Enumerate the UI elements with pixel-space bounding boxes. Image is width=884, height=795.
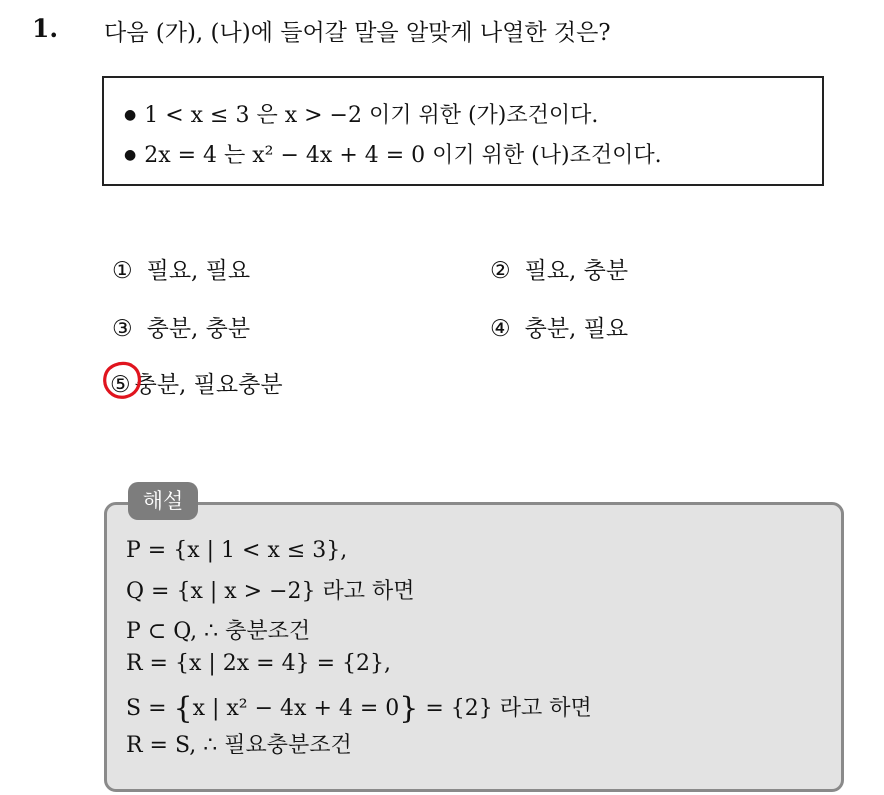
- solution-label: 해설: [128, 482, 198, 520]
- condition-text: 2x = 4 는 x² − 4x + 4 = 0 이기 위한 (나)조건이다.: [144, 143, 662, 168]
- condition-line: [124, 98, 598, 129]
- option-text: 필요, 필요: [146, 258, 251, 284]
- option-marker: ②: [490, 258, 511, 284]
- solution-line: P ⊂ Q, ∴ 충분조건: [126, 619, 311, 644]
- set-result: = {2} 라고 하면: [418, 696, 592, 721]
- condition-box: [102, 76, 824, 186]
- set-name: S =: [126, 696, 174, 721]
- option-marker: ③: [112, 316, 133, 342]
- condition-line: [124, 138, 662, 169]
- option-4[interactable]: [490, 310, 628, 343]
- solution-line: [126, 688, 592, 726]
- option-3[interactable]: [112, 310, 250, 343]
- solution-line: P = {x | 1 < x ≤ 3},: [126, 538, 348, 563]
- option-marker: ⑤: [110, 372, 131, 398]
- answer-circle-icon: [101, 359, 143, 401]
- option-1[interactable]: [112, 252, 250, 285]
- option-text: 충분, 필요충분: [134, 372, 283, 398]
- question-text: 다음 (가), (나)에 들어갈 말을 알맞게 나열한 것은?: [104, 20, 611, 46]
- option-text: 필요, 충분: [524, 258, 629, 284]
- option-text: 충분, 필요: [524, 316, 629, 342]
- question-number: 1.: [32, 14, 59, 43]
- condition-text: 1 < x ≤ 3 은 x > −2 이기 위한 (가)조건이다.: [144, 103, 599, 128]
- bullet-icon: ●: [124, 107, 137, 123]
- option-marker: ①: [112, 258, 133, 284]
- left-brace: {: [173, 691, 193, 726]
- option-text: 충분, 충분: [146, 316, 251, 342]
- option-2[interactable]: [490, 252, 628, 285]
- set-builder: x | x² − 4x + 4 = 0: [192, 696, 400, 721]
- option-marker: ④: [490, 316, 511, 342]
- solution-line: R = {x | 2x = 4} = {2},: [126, 651, 392, 676]
- solution-line: Q = {x | x > −2} 라고 하면: [126, 579, 415, 604]
- right-brace: }: [399, 691, 419, 726]
- bullet-icon: ●: [124, 147, 137, 163]
- solution-line: R = S, ∴ 필요충분조건: [126, 733, 352, 758]
